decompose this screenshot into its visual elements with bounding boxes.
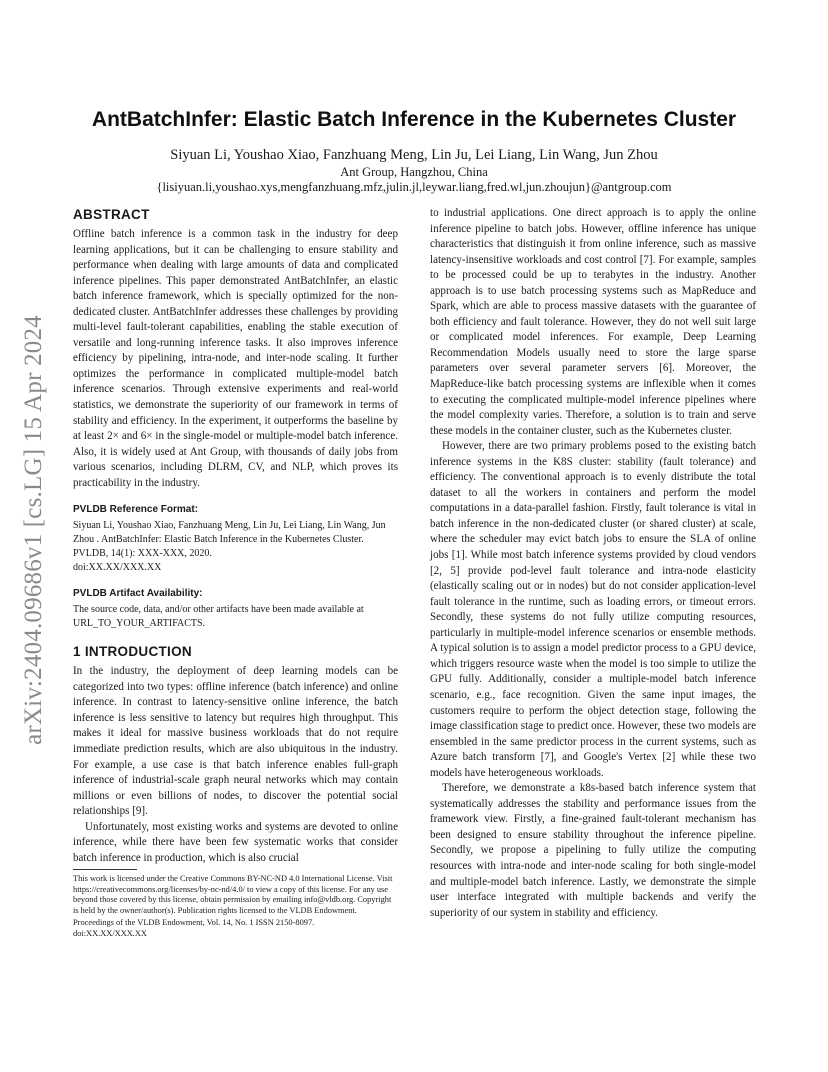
reference-format-heading: PVLDB Reference Format: [73,504,199,516]
left-column [73,206,398,866]
right-column [430,206,756,921]
proceedings-text: Proceedings of the VLDB Endowment, Vol. 14, No. 1 ISSN 2150-8097. [73,918,315,928]
introduction-heading: 1 INTRODUCTION [73,644,192,660]
artifact-text: The source code, data, and/or other artifacts have been made available at URL_TO_YOUR_ARTIFACTS. [73,604,364,630]
abstract-heading: ABSTRACT [73,207,150,222]
arxiv-identifier: arXiv:2404.09686v1 [cs.LG] 15 Apr 2024 [20,315,47,745]
footnote-divider [73,869,137,870]
right-paragraph-3: Therefore, we demonstrate a k8s-based batch inference system that systematically addresses the stability and performance issues from the framework view. Firstly, a fine-grained fault-tolerant mechanism has been designed to ensure stability throughout the inference pipeline. Secondly, we propose a pipelining to fully utilize the computing resources with intra-node and inter-node scaling for both single-model and multiple-model batch inference. Lastly, we demonstrate the simple user interface integrated with multiple backends and verify the superiority of our system in stability and efficiency. [430,782,756,919]
author-emails: {lisiyuan.li,youshao.xys,mengfanzhuang.mfz,julin.jl,leywar.liang,fred.wl,jun.zhoujun}@antgroup.com [156,180,672,194]
artifact-heading: PVLDB Artifact Availability: [73,588,203,600]
reference-format-text: Siyuan Li, Youshao Xiao, Fanzhuang Meng, Lin Ju, Lei Liang, Lin Wang, Jun Zhou . AntBatchInfer: Elastic Batch Inference in the Kubernetes Cluster. PVLDB, 14(1): XXX-XXX, 2020. [73,520,386,560]
paper-title: AntBatchInfer: Elastic Batch Inference in the Kubernetes Cluster [91,108,737,131]
abstract-text: Offline batch inference is a common task in the industry for deep learning applications, but it can be challenging to ensure stability and performance when dealing with large amounts of data and complicated inference pipelines. This paper demonstrated AntBatchInfer, an elastic batch inference framework, which is specially optimized for the non-dedicated cluster. AntBatchInfer addresses these challenges by providing multi-level fault-tolerant capabilities, enabling the stable execution of versatile and long-running inference tasks. It also improves inference efficiency by pipelining, intra-node, and inter-node scaling. It further optimizes the performance in complicated multiple-model batch inference scenarios. Through extensive experiments and real-world statistics, we demonstrate the superiority of our framework in terms of stability and efficiency. In the experiment, it outperforms the baseline by at least 2× and 6× in the single-model or multiple-model batch inference. Also, it is widely used at Ant Group, with thousands of daily jobs from various scenarios, including DLRM, CV, and NLP, which proves its practicability in the industry. [73,228,398,489]
reference-format-doi: doi:XX.XX/XXX.XX [73,562,162,574]
affiliation: Ant Group, Hangzhou, China [340,165,488,179]
footnote-doi: doi:XX.XX/XXX.XX [73,928,147,938]
author-list: Siyuan Li, Youshao Xiao, Fanzhuang Meng, Lin Ju, Lei Liang, Lin Wang, Jun Zhou [170,147,658,163]
right-paragraph-1: to industrial applications. One direct approach is to apply the online inference pipeline to batch jobs. However, offline inference has unique characteristics that distinguish it from online inference, such as massive latency-insensitive workloads and cost control [7]. For example, samples to be processed could be up to terabytes in the industry. Another approach is to use batch processing systems such as MapReduce and Spark, which are able to process massive datasets with the guarantee of both efficiency and fault tolerance. However, they do not well suit large or complicated model inferences. For example, Deep Learning Recommendation Models usually need to store the large sparse parameters over several parameter servers [6]. Moreover, the MapReduce-like batch processing systems are inflexible when it comes to executing the complicated multiple-model inference pipelines where the model complexity varies. Therefore, a solution is to train and serve these models in the container cluster, such as the Kubernetes cluster. [430,207,756,437]
intro-paragraph-2: Unfortunately, most existing works and systems are devoted to online inference, while there have been few systematic works that consider batch inference in production, which is also crucial [73,820,398,864]
arxiv-sidebar [14,290,54,770]
footnote [73,874,398,940]
license-text: This work is licensed under the Creative Commons BY-NC-ND 4.0 International License. Visit https://creativecommons.org/licenses/by-nc-nd/4.0/ to view a copy of this license. For any use beyond those covered by this license, obtain permission by emailing info@vldb.org. Copyright is held by the owner/author(s). Publication rights licensed to the VLDB Endowment. [73,874,393,915]
intro-paragraph-1: In the industry, the deployment of deep learning models can be categorized into two types: offline inference (batch inference) and online inference. In contrast to latency-sensitive online inference, the batch inference is less sensitive to latency but requires high throughput. This makes it ideal for massive business workloads that do not require immediate prediction results, which are also ubiquitous in the industry. For example, a use case is that batch inference enables full-graph inference of industrial-scale graph neural networks which may contain millions or even billions of nodes, to discover the potential social relationships [9]. [73,665,398,818]
right-paragraph-2: However, there are two primary problems posed to the existing batch inference systems in the K8S cluster: stability (fault tolerance) and efficiency. The conventional approach is to evenly distribute the total dataset to all the workers in containers and perform the model computations in a data-parallel fashion. Firstly, fault tolerance is vital in batch inference in the non-dedicated cluster (or shared cluster) at scale, where the scheduler may evict batch jobs to ensure the SLA of online jobs [1]. While most batch inference systems provided by cloud vendors [2, 5] provide pod-level fault tolerance and intra-node elasticity (elastically scaling out or in nodes) but do not consider application-level fault tolerance in the runtime, such as loading errors, or timeout errors. Secondly, these systems do not fully utilize computing resources, particularly in multiple-model inference scenarios or ensemble methods. A typical solution is to assign a model predictor process to a GPU device, which triggers resource waste when the model is too simple to utilize the GPU fully. Additionally, consider a multiple-model batch inference scenario, e.g., face recognition. Given the same input images, the customers require to perform the object detection stage, following the image classification stage to predict once. However, these two models are ensembled in the same predictor process in the current systems, such as Azure batch transform [7], and Google's Vertex [2] while these two models have heterogeneous workloads. [430,440,756,779]
